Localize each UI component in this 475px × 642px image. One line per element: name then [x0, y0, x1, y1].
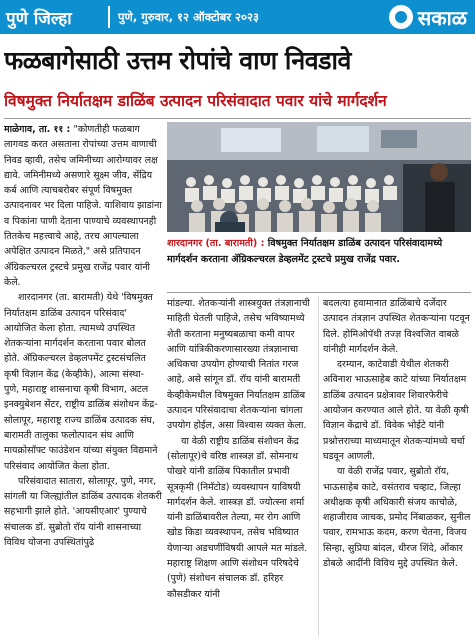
article-column-2	[167, 296, 315, 636]
column-3-paragraph-2: दरम्यान, काटेवाडी येथील शेतकरी अविनाश भाऊसाहेब काटे यांच्या निर्यातक्षम डाळिंब उत्पादन प्रक्षेत्रावर शिवारफेरीचे आयोजन करण्यात आले होते. या वेळी कृषी विज्ञान केंद्राचे डॉ. विवेक भोईटे यांनी प्रश्नोत्तराच्या माध्यमातून शेतकऱ्यांमध्ये चर्चा घडवून आणली.	[323, 359, 469, 462]
headline-divider	[4, 118, 471, 119]
seminar-photo-illustration	[167, 122, 471, 232]
publication-date: पुणे, गुरुवार, १२ ऑक्टोबर २०२३	[118, 9, 259, 24]
lead-column	[4, 122, 162, 636]
caption-place: शारदानगर (ता. बारामती) :	[167, 238, 268, 249]
column-3-paragraph-3: या वेळी राजेंद्र पवार, सुब्रोतो रॉय, भाऊसाहेब काटे, वसंतराव चव्हाट, जिल्हा अधीक्षक कृषी अधिकारी संजय काचोळे, शहाजीराव जाचक, प्रमोद निंबाळकर, सुनील पवार, रामभाऊ कदम, करण चेतना, विजय सिन्हा, सुप्रिया बांदल, धीरज शिंदे, ओंकार डोबळे आदींनी विविध मुद्दे उपस्थित केले.	[323, 466, 471, 570]
photo-caption	[167, 236, 471, 291]
masthead-divider	[108, 6, 110, 28]
article-column-3	[323, 296, 471, 636]
dateline: माळेगाव, ता. ११ :	[4, 124, 74, 135]
column-2-paragraph-2: या वेळी राष्ट्रीय डाळिंब संशोधन केंद्र (सोलापूर)चे वरिष्ठ शास्त्रज्ञ डॉ. सोमनाथ पोखरे यांनी डाळिंब पिकातील प्रभावी सूत्रकृमी (निमॅटोड) व्यवस्थापन याविषयी मार्गदर्शन केले. शास्त्रज्ञ डॉ. ज्योत्स्ना शर्मा यांनी डाळिंबावरील तेल्या, मर रोग आणि खोड किडा व्यवस्थापन, तसेच भविष्यात येणाऱ्या अडचणींविषयी आपले मत मांडले. महाराष्ट्र शिक्षण आणि संशोधन परिषदेचे (पुणे) संशोधन संचालक डॉ. हरिहर कौसडीकर यांनी	[167, 435, 308, 600]
lead-paragraph-1-text: "कोणतीही फळबाग लागवड करत असताना रोपांच्या उत्तम वाणाची निवड व्हावी, तसेच जमिनीच्या आरोग्यावर लक्ष द्यावे. जमिनीमध्ये असणारे सूक्ष्म जीव, सेंद्रिय कर्ब आणि त्याचबरोबर संपूर्ण विषमुक्त उत्पादनावर भर दिला पाहिजे. याशिवाय झाडांना व पिकांना पाणी देताना पाण्याचे व्यवस्थापनही तितकेच महत्त्वाचे आहे, तरच आपल्याला अपेक्षित उत्पादन मिळते," असे प्रतिपादन ॲग्रिकल्चरल ट्रस्टचे प्रमुख राजेंद्र पवार यांनी केले.	[4, 124, 162, 288]
lead-paragraph-1	[4, 122, 162, 290]
article-subheadline: विषमुक्त निर्यातक्षम डाळिंब उत्पादन परिसंवादात पवार यांचे मार्गदर्शन	[4, 92, 387, 110]
caption-divider	[167, 292, 471, 293]
sun-logo-icon	[389, 5, 413, 29]
caption-text: विषमुक्त निर्यातक्षम डाळिंब उत्पादन परिसंवादामध्ये मार्गदर्शन करताना ॲग्रिकल्चरल डेव्हलमेंट ट्रस्टचे प्रमुख राजेंद्र पवार.	[167, 238, 443, 265]
brand-name: सकाळ	[417, 5, 467, 30]
brand-logo	[389, 4, 475, 31]
news-photo	[167, 122, 471, 232]
district-name: पुणे जिल्हा	[6, 8, 72, 29]
masthead	[0, 0, 475, 34]
column-divider	[318, 296, 319, 636]
lead-paragraph-2: शारदानगर (ता. बारामती) येथे 'विषमुक्त निर्यातक्षम डाळिंब उत्पादन परिसंवाद' आयोजित केला होता. त्यामध्ये उपस्थित शेतकऱ्यांना मार्गदर्शन करताना पवार बोलत होते. ॲग्रिकल्चरल डेव्हलपमेंट ट्रस्टसंचलित कृषी विज्ञान केंद्र (केव्हीके), आत्मा संस्था- पुणे, महाराष्ट्र शासनाचा कृषी विभाग, अटल इनक्युबेशन सेंटर, राष्ट्रीय डाळिंब संशोधन केंद्र- सोलापूर, महाराष्ट्र राज्य डाळिंब उत्पादक संघ, बारामती तालुका फलोत्पादन संघ आणि मायक्रोसॉफ्ट फाउंडेशन यांच्या संयुक्त विद्यमाने परिसंवाद आयोजित केला होता.	[4, 292, 158, 472]
article-headline: फळबागेसाठी उत्तम रोपांचे वाण निवडावे	[4, 46, 351, 75]
column-3-paragraph-1: बदलत्या हवामानात डाळिंबाचे दर्जेदार उत्पादन तंत्रज्ञान उपस्थित शेतकऱ्यांना पटवून दिले. होमिओपॅथी तज्ज्ञ विश्वजित वाबळे यांनीही मार्गदर्शन केले.	[323, 298, 470, 355]
column-2-paragraph-1: मांडल्या. शेतकऱ्यांनी शास्त्रयुक्त तंत्रज्ञानाची माहिती घेतली पाहिजे, तसेच भविष्यामध्ये शेती करताना मनुष्यबळाचा कमी वापर आणि यांत्रिकीकरणासारख्या तंत्रज्ञानाचा अधिकचा उपयोग होण्याची नितांत गरज आहे, असे सांगून डॉ. रॉय यांनी बारामती केव्हीकेमधील विषमुक्त निर्यातक्षम डाळिंब उत्पादन परिसंवादाचा शेतकऱ्यांना चांगला उपयोग होईल, असा विश्वास व्यक्त केला.	[167, 298, 310, 432]
lead-paragraph-3: परिसंवादात सातारा, सोलापूर, पुणे, नगर, सांगली या जिल्ह्यांतील डाळिंब उत्पादक शेतकरी सहभागी झाले होते. 'आयसीएआर' पुण्याचे संचालक डॉ. सुब्रोतो रॉय यांनी शासनाच्या विविध योजना उपस्थितांपुढे	[4, 475, 162, 549]
